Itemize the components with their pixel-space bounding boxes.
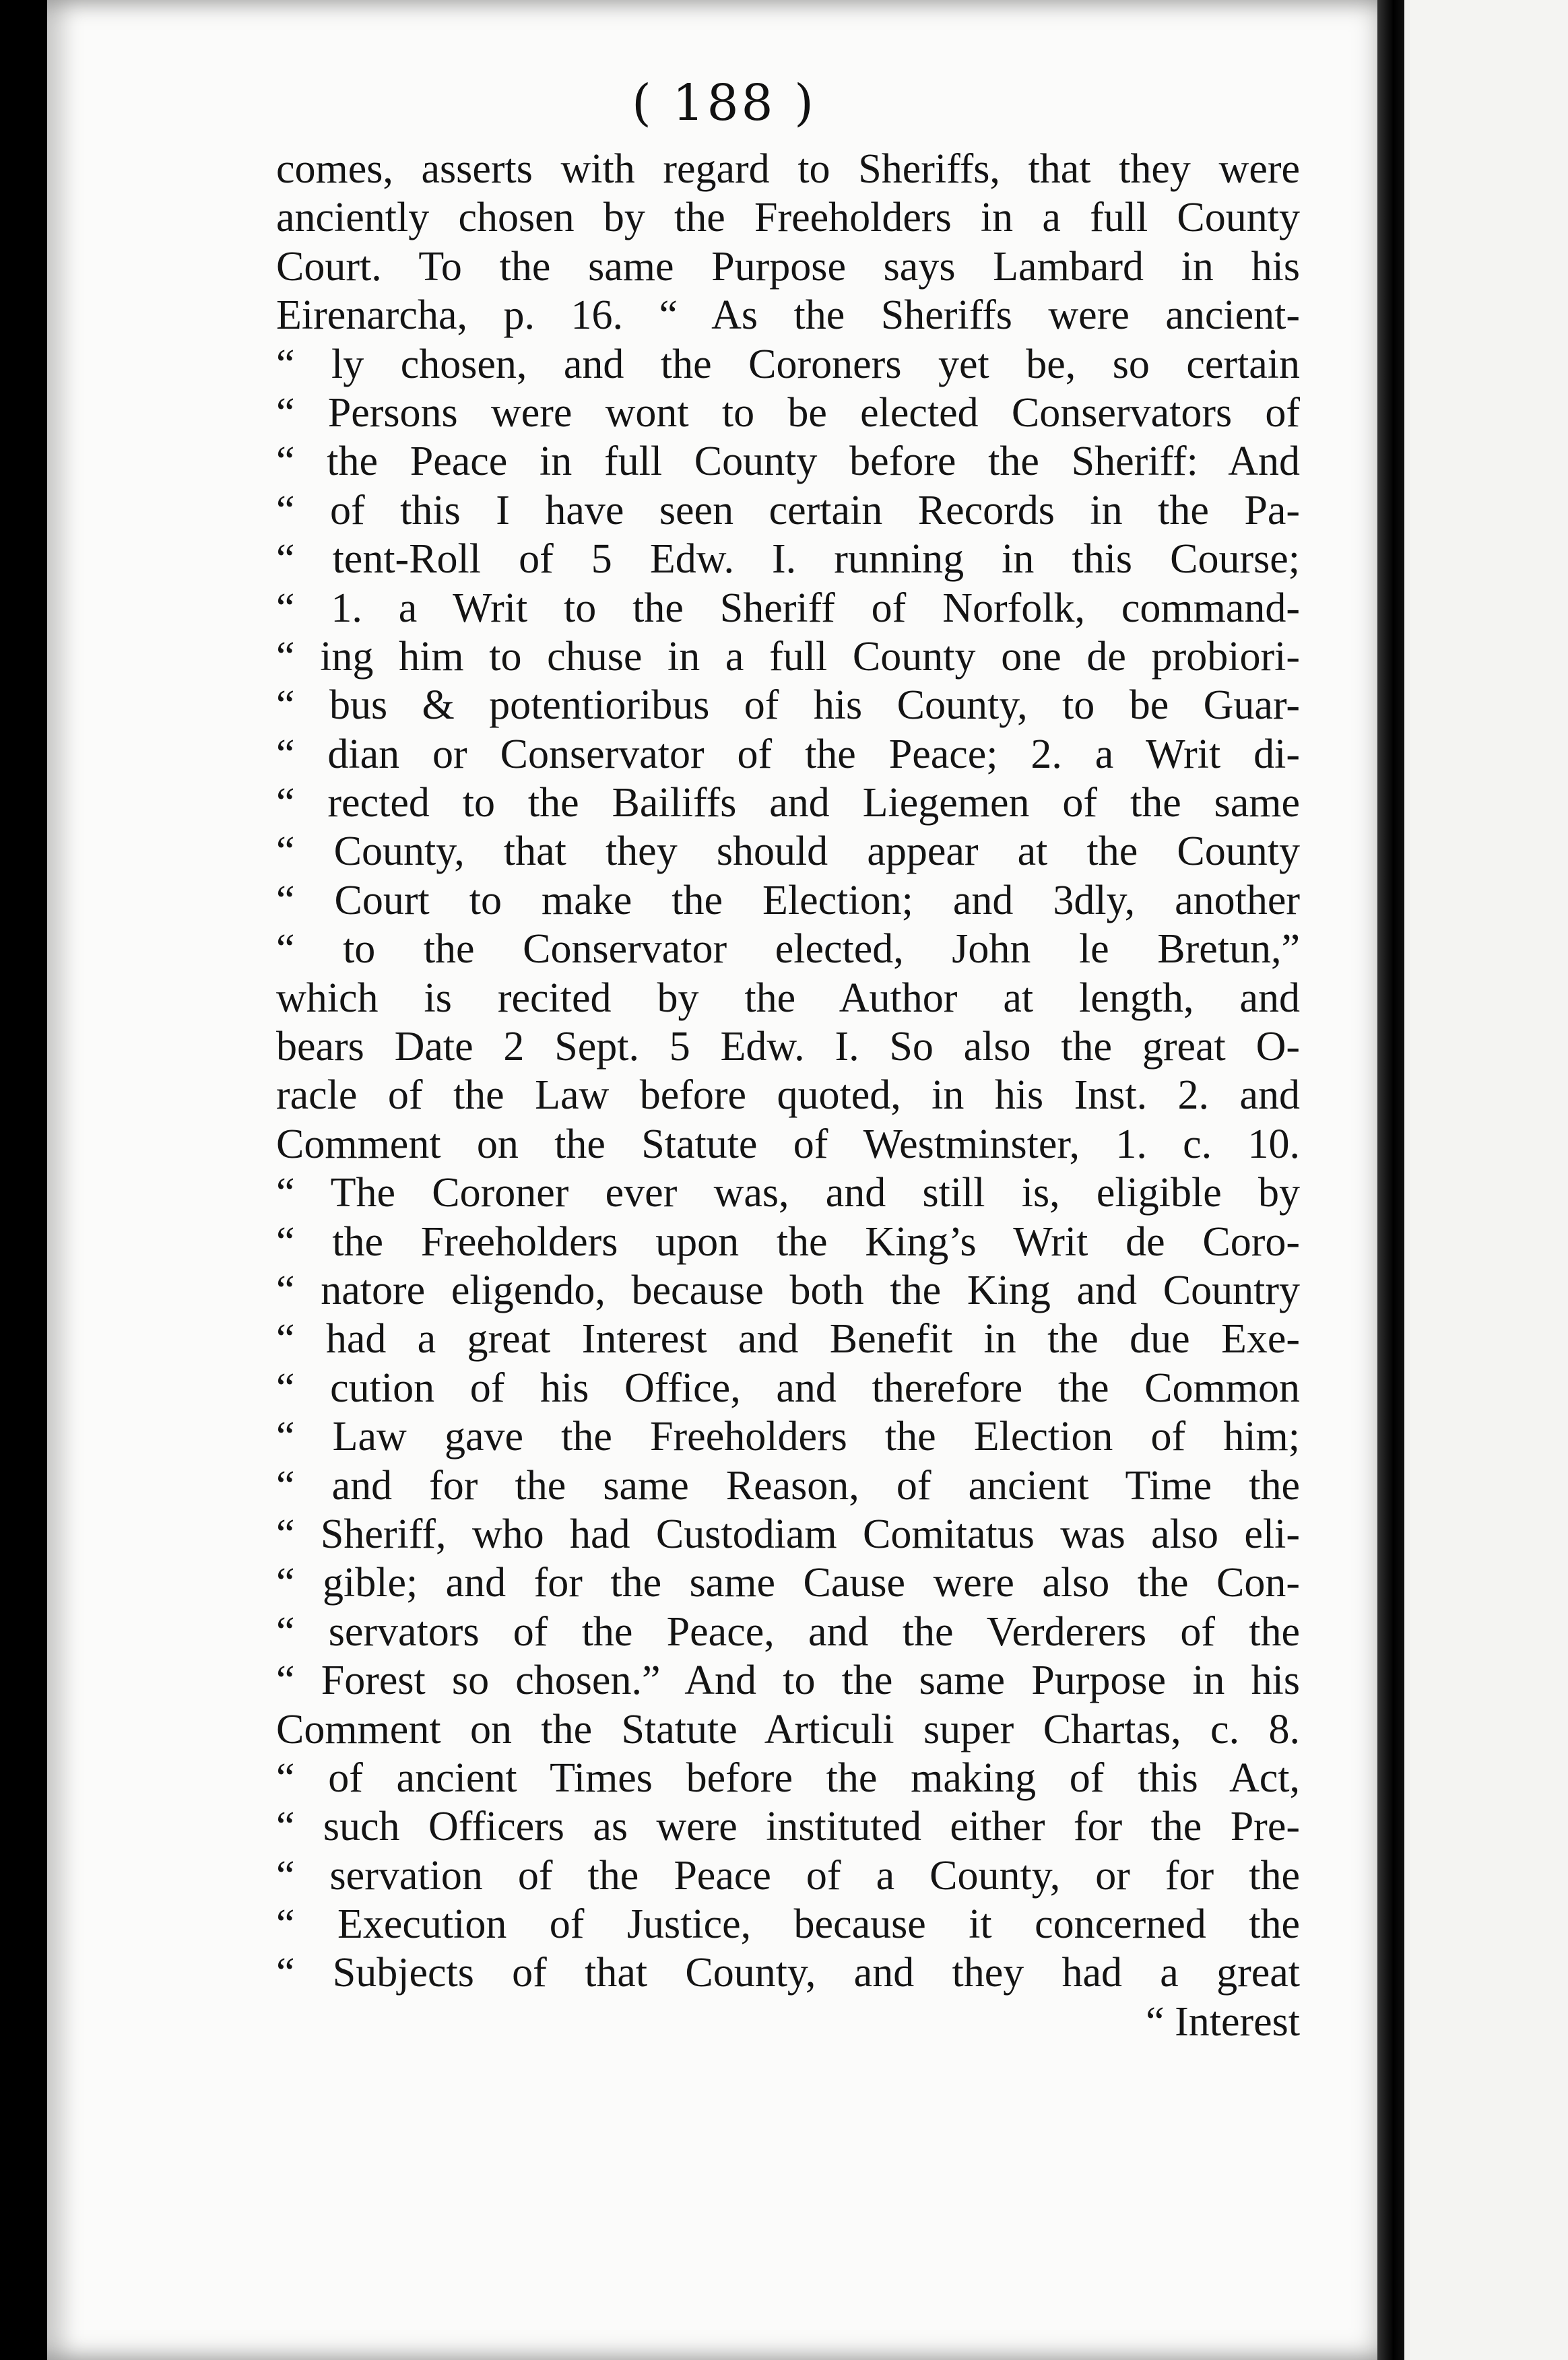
text-line: “ County, that they should appear at the County bbox=[276, 828, 1300, 875]
text-line: “ Execution of Justice, because it concerned the bbox=[276, 1901, 1300, 1948]
text-line: “ servation of the Peace of a County, or for the bbox=[276, 1852, 1300, 1899]
text-line: racle of the Law before quoted, in his Inst. 2. and bbox=[276, 1072, 1300, 1119]
text-line: anciently chosen by the Freeholders in a full County bbox=[276, 195, 1300, 241]
body-text bbox=[276, 145, 1300, 2046]
text-line: “ 1. a Writ to the Sheriff of Norfolk, command- bbox=[276, 585, 1300, 631]
text-line: “ ly chosen, and the Coroners yet be, so certain bbox=[276, 341, 1300, 387]
text-line: “ such Officers as were instituted either for the Pre- bbox=[276, 1804, 1300, 1850]
page-number-header: ( 188 ) bbox=[631, 74, 817, 132]
text-line: “ Persons were wont to be elected Conservators of bbox=[276, 389, 1300, 436]
text-line: Eirenarcha, p. 16. “ As the Sheriffs were ancient- bbox=[276, 292, 1300, 339]
text-line: “ rected to the Bailiffs and Liegemen of the same bbox=[276, 780, 1300, 826]
text-line: “ natore eligendo, because both the King and Country bbox=[276, 1267, 1300, 1313]
text-line: “ of ancient Times before the making of this Act, bbox=[276, 1755, 1300, 1801]
text-line: Comment on the Statute Articuli super Chartas, c. 8. bbox=[276, 1706, 1300, 1752]
book-gutter-shadow bbox=[1377, 0, 1404, 2360]
text-line: “ Sheriff, who had Custodiam Comitatus was also eli- bbox=[276, 1511, 1300, 1557]
text-line: “ The Coroner ever was, and still is, eligible by bbox=[276, 1170, 1300, 1216]
text-line: “ Subjects of that County, and they had a great bbox=[276, 1950, 1300, 1996]
text-line: “ servators of the Peace, and the Verderers of the bbox=[276, 1608, 1300, 1655]
text-line: Comment on the Statute of Westminster, 1. c. 10. bbox=[276, 1121, 1300, 1167]
text-line: “ Law gave the Freeholders the Election of him; bbox=[276, 1414, 1300, 1460]
facing-page-edge bbox=[1404, 0, 1568, 2360]
text-line: “ tent-Roll of 5 Edw. I. running in this Course; bbox=[276, 536, 1300, 583]
text-line: Court. To the same Purpose says Lambard in his bbox=[276, 243, 1300, 290]
book-page bbox=[47, 0, 1401, 2360]
text-line: “ the Freeholders upon the King’s Writ de Coro- bbox=[276, 1218, 1300, 1265]
text-line: “ had a great Interest and Benefit in the due Exe- bbox=[276, 1316, 1300, 1363]
text-line: which is recited by the Author at length, and bbox=[276, 975, 1300, 1021]
text-line: “ cution of his Office, and therefore the Common bbox=[276, 1365, 1300, 1411]
catchword: “ Interest bbox=[1146, 1998, 1300, 2045]
text-line: bears Date 2 Sept. 5 Edw. I. So also the great O- bbox=[276, 1024, 1300, 1070]
text-line: comes, asserts with regard to Sheriffs, that they were bbox=[276, 146, 1300, 192]
text-line: “ dian or Conservator of the Peace; 2. a Writ di- bbox=[276, 731, 1300, 777]
text-line: “ Forest so chosen.” And to the same Purpose in his bbox=[276, 1658, 1300, 1704]
text-line: “ Court to make the Election; and 3dly, another bbox=[276, 877, 1300, 923]
text-line: “ ing him to chuse in a full County one de probiori- bbox=[276, 633, 1300, 680]
text-line: “ gible; and for the same Cause were also the Con- bbox=[276, 1560, 1300, 1606]
text-line: “ to the Conservator elected, John le Bretun,” bbox=[276, 926, 1300, 973]
text-line: “ bus & potentioribus of his County, to be Guar- bbox=[276, 682, 1300, 729]
text-line: “ of this I have seen certain Records in the Pa- bbox=[276, 487, 1300, 533]
text-line: “ and for the same Reason, of ancient Time the bbox=[276, 1462, 1300, 1509]
text-line: “ the Peace in full County before the Sheriff: And bbox=[276, 438, 1300, 485]
